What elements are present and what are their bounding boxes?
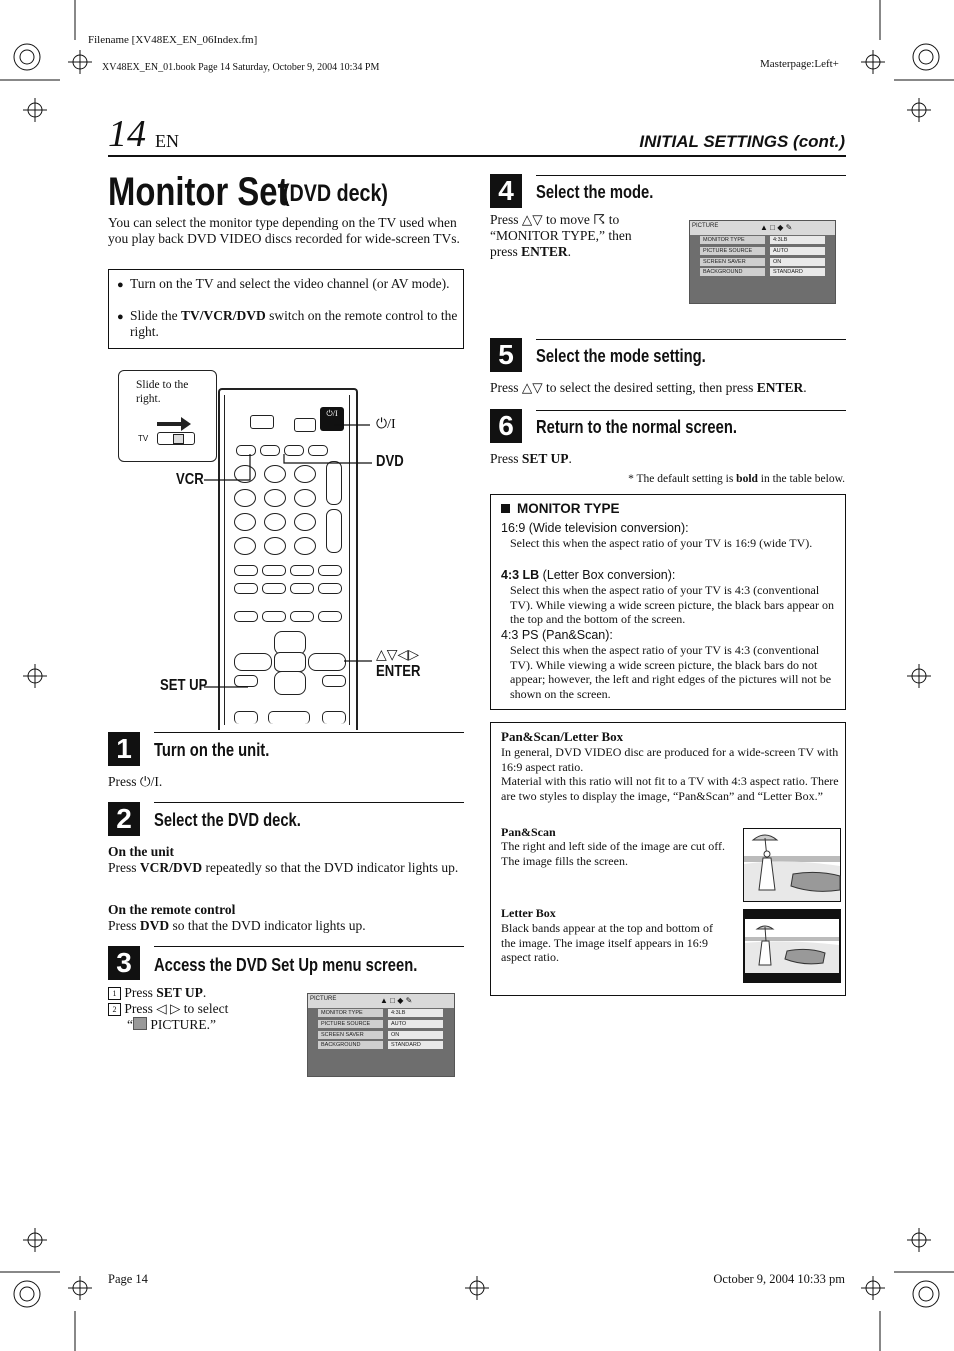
vcr-callout: VCR: [176, 471, 204, 488]
power-icon: ⏻/I: [139, 774, 159, 789]
step-rule: [536, 410, 846, 411]
panscan-para-1: In general, DVD VIDEO disc are produced for a wide-screen TV with 16:9 aspect ratio.: [501, 745, 839, 774]
step-1-number: 1: [108, 732, 140, 766]
title-main: Monitor Set: [108, 170, 289, 214]
step-rule: [154, 802, 464, 803]
monitor-type-menu-screenshot: PICTURE ▲ □ ◆ ✎ MONITOR TYPE 4:3LB PICTURE SOURCE AUTO SCREEN SAVER ON BACKGROUND STANDARD: [689, 220, 836, 304]
monitor-type-heading: MONITOR TYPE: [501, 501, 620, 516]
substep-number: 2: [108, 1003, 121, 1016]
menu-title: PICTURE: [310, 996, 337, 1002]
step-5-text: Press △▽ to select the desired setting, then press ENTER.: [490, 380, 807, 395]
step-rule: [536, 175, 846, 176]
step-3-title: Access the DVD Set Up menu screen.: [154, 955, 418, 975]
letterbox-illustration: [743, 909, 841, 983]
panscan-text: The right and left side of the image are cut off. The image fills the screen.: [501, 839, 726, 868]
setup-callout: SET UP: [160, 677, 208, 694]
option-43lb-title: 4:3 LB (Letter Box conversion):: [501, 568, 676, 582]
step-rule: [154, 946, 464, 947]
header-rule: [108, 155, 846, 157]
option-16-9-title: 16:9 (Wide television conversion):: [501, 521, 689, 535]
option-16-9-desc: Select this when the aspect ratio of your TV is 16:9 (wide TV).: [510, 536, 813, 550]
page-lang: EN: [155, 131, 179, 151]
power-callout: ⏻/I: [376, 417, 396, 432]
step-5-number: 5: [490, 338, 522, 372]
option-43ps-desc: Select this when the aspect ratio of your TV is 4:3 (conventional TV). While viewing a wide screen picture, the black bars do not appear; however, the left and right edges of the pictures will not be shown on the screen.: [510, 643, 832, 701]
panscan-subheading: Pan&Scan: [501, 825, 556, 839]
intro-text: You can select the monitor type depending on the TV used when you play back DVD VIDEO discs recorded for wide-screen TVs.: [108, 215, 460, 246]
step-5-title: Select the mode setting.: [536, 346, 706, 366]
on-unit-text: Press VCR/DVD repeatedly so that the DVD indicator lights up.: [108, 860, 459, 875]
picture-tab-icon: [133, 1017, 147, 1030]
panscan-illustration: [743, 828, 841, 902]
step-1-text: Press ⏻/I.: [108, 774, 163, 789]
on-remote-text: Press DVD so that the DVD indicator lights up.: [108, 918, 366, 933]
step-2-title: Select the DVD deck.: [154, 810, 301, 830]
monitor-type-box: [490, 494, 846, 710]
menu-tab-icons: ▲ □ ◆ ✎: [380, 996, 413, 1005]
bullet-icon: ●: [117, 311, 124, 323]
slide-caption: Slide to the right.: [136, 379, 189, 405]
step-3-sub-2-cont: “ PICTURE.”: [127, 1017, 216, 1032]
arrows-callout: △▽◁▷: [376, 648, 420, 663]
on-unit-heading: On the unit: [108, 844, 175, 859]
footer-date: October 9, 2004 10:33 pm: [713, 1272, 845, 1286]
step-2-number: 2: [108, 802, 140, 836]
option-43lb-desc: Select this when the aspect ratio of your TV is 4:3 (conventional TV). While viewing a wide screen picture, the black bars appear on the top and the bottom of the screen.: [510, 583, 834, 626]
panscan-para-2: Material with this ratio will not fit to a TV with 4:3 aspect ratio. There are two styles to display the image, “Pan&Scan” and “Letter Box.”: [501, 774, 839, 803]
menu-tab-icons: ▲ □ ◆ ✎: [760, 223, 793, 232]
step-rule: [154, 732, 464, 733]
step-3-sub-1: 1 Press SET UP.: [108, 985, 206, 1001]
title-sub: (DVD deck): [283, 180, 388, 207]
prep-item-2: ● Slide the TV/VCR/DVD switch on the remote control to the right.: [117, 308, 458, 339]
prep-item-1: ● Turn on the TV and select the video channel (or AV mode).: [117, 276, 450, 291]
step-3-sub-2: 2 Press ◁ ▷ to select: [108, 1001, 228, 1017]
step-6-title: Return to the normal screen.: [536, 417, 737, 437]
letterbox-text: Black bands appear at the top and bottom of the image. The image itself appears in 16:9 aspect ratio.: [501, 921, 713, 964]
step-4-line-1: Press △▽ to move ☈ to: [490, 212, 620, 227]
tv-label: TV: [138, 434, 149, 443]
step-4-title: Select the mode.: [536, 182, 654, 202]
panscan-info-box: [490, 722, 846, 996]
menu-title: PICTURE: [692, 223, 719, 229]
option-43ps-title: 4:3 PS (Pan&Scan):: [501, 628, 613, 642]
dvd-callout: DVD: [376, 453, 404, 470]
step-4-line-3: press ENTER.: [490, 244, 572, 259]
step-6-number: 6: [490, 409, 522, 443]
enter-callout: ENTER: [376, 663, 421, 680]
masterpage-label: Masterpage:Left+: [760, 58, 839, 70]
filename-label: Filename [XV48EX_EN_06Index.fm]: [88, 34, 258, 46]
section-title: INITIAL SETTINGS (cont.): [639, 132, 845, 151]
page-number: 14: [108, 113, 146, 155]
square-bullet-icon: [501, 504, 510, 513]
substep-number: 1: [108, 987, 121, 1000]
step-4-number: 4: [490, 174, 522, 208]
book-info-line: XV48EX_EN_01.book Page 14 Saturday, October 9, 2004 10:34 PM: [102, 62, 380, 73]
setup-menu-screenshot: PICTURE ▲ □ ◆ ✎ MONITOR TYPE 4:3LB PICTURE SOURCE AUTO SCREEN SAVER ON BACKGROUND STANDARD: [307, 993, 455, 1077]
remote-power-button[interactable]: ⏻/I: [320, 407, 344, 431]
panscan-heading: Pan&Scan/Letter Box: [501, 729, 624, 744]
preparation-box: [108, 269, 464, 349]
step-3-number: 3: [108, 946, 140, 980]
step-rule: [536, 339, 846, 340]
default-note: * The default setting is bold in the table below.: [628, 473, 845, 485]
footer-page: Page 14: [108, 1272, 148, 1286]
bullet-icon: ●: [117, 279, 124, 291]
on-remote-heading: On the remote control: [108, 902, 236, 917]
step-4-line-2: “MONITOR TYPE,” then: [490, 228, 632, 243]
letterbox-subheading: Letter Box: [501, 906, 556, 920]
step-1-title: Turn on the unit.: [154, 740, 270, 760]
step-6-text: Press SET UP.: [490, 451, 572, 466]
remote-illustration: [108, 365, 464, 723]
